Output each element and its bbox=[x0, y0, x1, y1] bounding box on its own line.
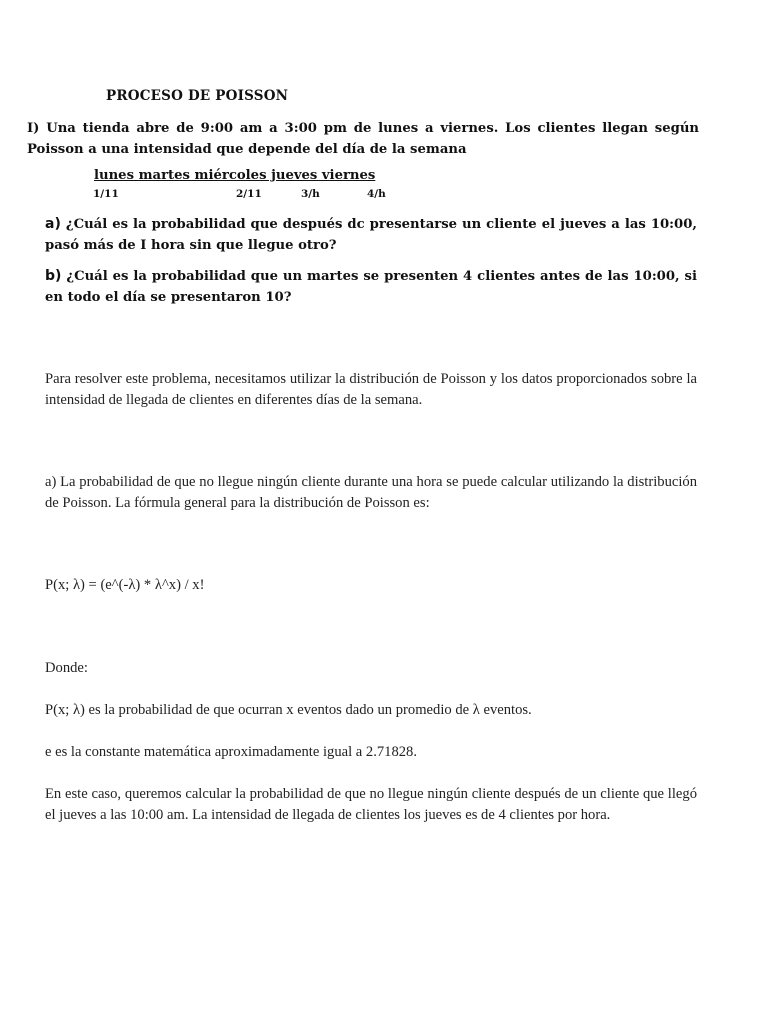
question-b-letter: b) bbox=[45, 268, 62, 284]
question-a-letter: a) bbox=[45, 216, 61, 232]
rate-miercoles: 2/11 bbox=[236, 188, 262, 200]
document-title: PROCESO DE POISSON bbox=[106, 88, 289, 104]
question-b-text: ¿Cuál es la probabilidad que un martes se presenten 4 clientes antes de las 10:00, si en todo el día se presentaron 10? bbox=[45, 269, 697, 305]
question-a-text: ¿Cuál es la probabilidad que después dc presentarse un cliente el jueves a las 10:00, pasó más de I hora sin que llegue otro? bbox=[45, 217, 697, 253]
question-b bbox=[45, 266, 697, 308]
paragraph-case: En este caso, queremos calcular la probabilidad de que no llegue ningún cliente después de un cliente que llegó el jueves a las 10:00 am. La intensidad de llegada de clientes los jueves es de 4 clientes por hora. bbox=[45, 786, 697, 823]
days-header: lunes martes miércoles jueves viernes bbox=[94, 168, 376, 183]
question-intro: I) Una tienda abre de 9:00 am a 3:00 pm de lunes a viernes. Los clientes llegan según Poisson a una intensidad que depende del día de la semana bbox=[27, 121, 699, 157]
question-a bbox=[45, 214, 697, 256]
paragraph-a: a) La probabilidad de que no llegue ningún cliente durante una hora se puede calcular utilizando la distribución de Poisson. La fórmula general para la distribución de Poisson es: bbox=[45, 474, 697, 511]
rate-viernes: 4/h bbox=[367, 188, 386, 200]
rate-jueves: 3/h bbox=[301, 188, 320, 200]
donde-label: Donde: bbox=[45, 660, 88, 676]
definition-p: P(x; λ) es la probabilidad de que ocurran x eventos dado un promedio de λ eventos. bbox=[45, 702, 532, 718]
poisson-formula: P(x; λ) = (e^(-λ) * λ^x) / x! bbox=[45, 577, 205, 593]
definition-e: e es la constante matemática aproximadamente igual a 2.71828. bbox=[45, 744, 417, 760]
rate-lunes: 1/11 bbox=[93, 188, 119, 200]
paragraph-intro: Para resolver este problema, necesitamos utilizar la distribución de Poisson y los datos proporcionados sobre la intensidad de llegada de clientes en diferentes días de la semana. bbox=[45, 371, 697, 408]
